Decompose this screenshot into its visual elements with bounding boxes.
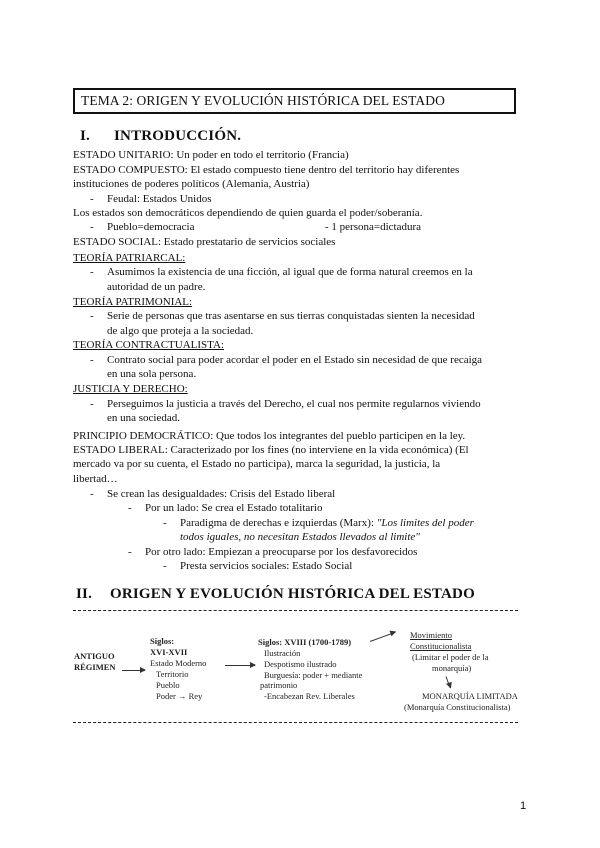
monarquia-limitada: MONARQUÍA LIMITADA [422, 691, 518, 701]
paradigma-item [180, 516, 474, 530]
burguesia: Burguesía: poder + mediante [264, 670, 363, 680]
dashed-divider-top [73, 610, 518, 611]
theory-heading: TEORÍA PATRIARCAL: [73, 252, 186, 264]
limitar-poder: (Limitar el poder de la [412, 652, 489, 662]
unlado-item: Por un lado: Se crea el Estado totalitario [145, 502, 323, 514]
bullet-dash: - [90, 354, 94, 366]
encabezan: -Encabezan Rev. Liberales [264, 691, 355, 701]
otrolado-item: Por otro lado: Empiezan a preocuparse por los desfavorecidos [145, 546, 418, 558]
ilustracion: Ilustración [264, 648, 301, 658]
pueblo-item: Pueblo=democracia [107, 221, 195, 233]
theory-heading: JUSTICIA Y DERECHO: [73, 383, 188, 395]
theory-text-line: Contrato social para poder acordar el poder en el Estado sin necesidad de que recaiga [107, 354, 483, 366]
paradigma-text: Paradigma de derechas e izquierdas (Marx): [180, 517, 377, 529]
section-2-number: II. [76, 586, 93, 602]
paradigma-quote-a: "Los limites del poder [376, 517, 474, 529]
bullet-dash: - [90, 266, 94, 278]
desigualdades-item: Se crean las desigualdades: Crisis del Estado liberal [107, 488, 336, 500]
estado-unitario: ESTADO UNITARIO: Un poder en todo el territorio (Francia) [73, 149, 349, 161]
siglos-range: XVI-XVII [150, 647, 188, 657]
estado-social: ESTADO SOCIAL: Estado prestatario de servicios sociales [73, 236, 336, 248]
arrow-right-icon [225, 665, 255, 666]
antiguo-label: ANTIGUO [74, 651, 115, 661]
regimen-label: RÉGIMEN [74, 662, 116, 672]
persona-item: - 1 persona=dictadura [325, 221, 421, 233]
bullet-dash: - [128, 546, 132, 558]
xviii-title: Siglos: XVIII (1700-1789) [258, 637, 352, 647]
page-number: 1 [520, 800, 527, 812]
bullet-dash: - [163, 517, 167, 529]
monarquia-paren: monarquía) [432, 663, 472, 673]
theory-text-line: de algo que proteja a la sociedad. [107, 325, 254, 337]
section-1-title: INTRODUCCIÓN. [114, 128, 242, 144]
estado-moderno: Estado Moderno [150, 658, 207, 668]
theory-text-line: Serie de personas que tras asentarse en sus tierras conquistadas sienten la necesidad [107, 310, 475, 322]
arrow-down-icon [446, 676, 451, 688]
theory-text-line: en una sociedad. [107, 412, 180, 424]
bullet-dash: - [90, 310, 94, 322]
constitucionalista: Constitucionalista [410, 641, 472, 651]
estado-liberal-line-3: libertad… [73, 473, 118, 485]
bullet-dash: - [90, 398, 94, 410]
presta-item: Presta servicios sociales: Estado Social [180, 560, 353, 572]
movimiento: Movimiento [410, 630, 453, 640]
principio-democratico: PRINCIPIO DEMOCRÁTICO: Que todos los integrantes del pueblo participen en la ley. [73, 430, 466, 442]
poder-rey: Poder → Rey [156, 691, 203, 701]
theory-text-line: Perseguimos la justicia a través del Derecho, el cual nos permite regularnos viviendo [107, 398, 481, 410]
bullet-dash: - [90, 221, 94, 233]
despotismo: Despotismo ilustrado [264, 659, 337, 669]
territorio: Territorio [156, 669, 189, 679]
page-title: TEMA 2: ORIGEN Y EVOLUCIÓN HISTÓRICA DEL ESTADO [73, 88, 516, 114]
arrow-right-icon [370, 632, 396, 642]
bullet-dash: - [90, 488, 94, 500]
monarquia-constitucionalista: (Monarquía Constitucionalista) [404, 702, 511, 712]
bullet-dash: - [90, 193, 94, 205]
theory-text-line: Asumimos la existencia de una ficción, al igual que de forma natural creemos en la [107, 266, 473, 278]
section-2-title: ORIGEN Y EVOLUCIÓN HISTÓRICA DEL ESTADO [110, 586, 475, 602]
theory-heading: TEORÍA CONTRACTUALISTA: [73, 339, 224, 351]
dashed-divider-bottom [73, 722, 518, 723]
siglos-label: Siglos: [150, 636, 175, 646]
estado-compuesto-line-2: instituciones de poderes políticos (Alemania, Austria) [73, 178, 310, 190]
theory-text-line: autoridad de un padre. [107, 281, 206, 293]
section-2-heading [76, 586, 475, 603]
patrimonio: patrimonio [260, 680, 298, 690]
estado-compuesto-line-1: ESTADO COMPUESTO: El estado compuesto tiene dentro del territorio hay diferentes [73, 164, 460, 176]
section-1-number: I. [80, 128, 90, 144]
arrow-right-icon [122, 670, 145, 671]
theory-text-line: en una sola persona. [107, 368, 197, 380]
feudal-item: Feudal: Estados Unidos [107, 193, 212, 205]
estado-liberal-line-2: mercado va por su cuenta, el Estado no participa), marca la seguridad, la justicia, la [73, 458, 441, 470]
estado-liberal-line-1: ESTADO LIBERAL: Caracterizado por los fines (no interviene en la vida económica) (El [73, 444, 469, 456]
bullet-dash: - [128, 502, 132, 514]
paradigma-quote-b: todos iguales, no necesitan Estados llevados al limite" [180, 531, 420, 543]
section-1-heading [80, 128, 241, 145]
democraticos-line: Los estados son democráticos dependiendo de quien guarda el poder/soberanía. [73, 207, 423, 219]
pueblo: Pueblo [156, 680, 180, 690]
theory-heading: TEORÍA PATRIMONIAL: [73, 296, 193, 308]
bullet-dash: - [163, 560, 167, 572]
